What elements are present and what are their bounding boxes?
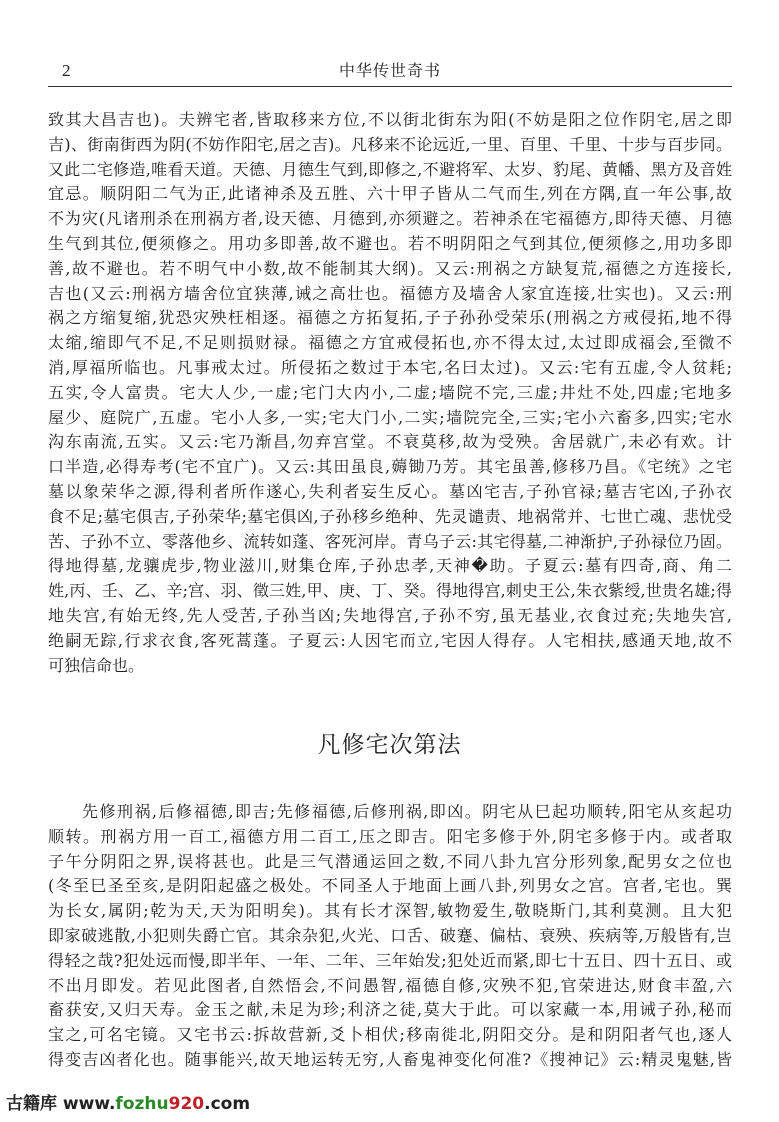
- text-line: 吉)、街南街西为阴(不妨作阳宅,居之吉)。凡移来不论远近,一里、百里、千里、十步与百步同。: [48, 134, 732, 154]
- text-line: 屋少、庭院广,五虚。宅小人多,一实;宅大门小,二实;墙院完全,三实;宅小六畜多,四实;宅水: [48, 407, 732, 427]
- text-line: 祸之方缩复缩,犹恐灾殃枉相逐。福德之方拓复拓,子子孙孙受荣乐(刑祸之方戒侵拓,地不得: [48, 308, 732, 328]
- text-line: 宝之,可名宅镜。又宅书云:拆故营新,爻卜相伏;移南徙北,阴阳交分。是和阴阳者气也,逐人: [48, 1025, 732, 1045]
- text-line: 地失宫,有始无终,先人受苦,子孙当凶;失地得宫,子孙不穷,虽无基业,衣食过充;失地失宫,: [48, 605, 732, 625]
- section-heading: 凡修宅次第法: [317, 732, 462, 758]
- text-line: 消,厚福所临也。凡事戒太过。所侵拓之数过于本宅,名曰太过)。又云:宅有五虚,令人贫耗;: [48, 357, 732, 377]
- text-line: 生气到其位,便须修之。用功多即善,故不避也。若不明阴阳之气到其位,便须修之,用功多即: [48, 233, 732, 253]
- url-green-part: fozhu: [115, 1094, 169, 1114]
- url-suffix: .com: [204, 1094, 251, 1114]
- body-text-section-2: [48, 800, 732, 1073]
- text-line: 得地得墓,龙骧虎步,物业滋川,财集仓库,子孙忠孝,天神�助。子夏云:墓有四奇,商、角二: [48, 556, 732, 576]
- url-red-part: 920: [168, 1094, 205, 1114]
- text-line: 子午分阴阳之界,误将甚也。此是三气潜通运回之数,不同八卦九宫分形列象,配男女之位也: [48, 851, 732, 871]
- page-number: 2: [62, 61, 71, 80]
- text-line: 可独信命也。: [48, 655, 145, 675]
- text-line: 善,故不避也。若不明气中小数,故不能制其大纲)。又云:刑祸之方缺复荒,福德之方连接长,: [48, 258, 732, 278]
- text-line: 畜获安,又归天寿。金玉之献,未足为珍;利济之徒,莫大于此。可以家藏一本,用诫子孙,秘而: [48, 1000, 732, 1020]
- text-line: 不出月即发。若见此图者,自然悟会,不问愚智,福德自修,灾殃不犯,官荣进达,财食丰盈,六: [48, 975, 732, 995]
- page-header: [48, 60, 732, 87]
- text-line: 致其大昌吉也)。夫辨宅者,皆取移来方位,不以街北街东为阳(不妨是阳之位作阴宅,居之即: [48, 110, 732, 129]
- text-line: 为长女,属阴;乾为天,天为阳明矣)。其有长才深智,敏物爱生,敬晓斯门,其利莫测。且大犯: [48, 901, 732, 921]
- watermark: [6, 1093, 250, 1115]
- url-prefix: www.: [62, 1094, 116, 1114]
- text-line: 先修刑祸,后修福德,即吉;先修福德,后修刑祸,即凶。阴宅从巳起功顺转,阳宅从亥起功: [82, 802, 732, 821]
- text-line: 食不足;墓宅俱吉,子孙荣华;墓宅俱凶,子孙移乡绝种、先灵谴责、地祸常并、七世亡魂、悲忧受: [48, 506, 732, 526]
- text-line: 顺转。刑祸方用一百工,福德方用二百工,压之即吉。阳宅多修于外,阴宅多修于内。或者取: [48, 826, 732, 846]
- text-line: 吉也(又云:刑祸方墙舍位宜狭薄,诫之高壮也。福德方及墙舍人家宜连接,壮实也)。又云:刑: [48, 283, 732, 303]
- text-line: 又此二宅修造,唯看天道。天德、月德生气到,即修之,不避将军、太岁、豹尾、黄幡、黑方及音姓: [48, 159, 732, 179]
- text-line: 绝嗣无踪,行求衣食,客死蒿蓬。子夏云:人因宅而立,宅因人得存。人宅相扶,感通天地,故不: [48, 630, 732, 650]
- text-line: 口半造,必得寿考(宅不宜广)。又云:其田虽良,薅锄乃芳。其宅虽善,修移乃昌。《宅统》之宅: [48, 457, 732, 477]
- text-line: 得轻之哉?犯处远而慢,即半年、一年、二年、三年始发;犯处近而紧,即七十五日、四十五日、或: [48, 950, 732, 970]
- text-line: 五实,令人富贵。宅大人少,一虚;宅门大内小,二虚;墙院不完,三虚;井灶不处,四虚;宅地多: [48, 382, 732, 402]
- text-line: 苦、子孙不立、零落他乡、流转如蓬、客死河岸。青乌子云:其宅得墓,二神渐护,子孙禄位乃固。: [48, 531, 732, 551]
- text-line: 得变吉凶者化也。随事能兴,故天地运转无穷,人畜鬼神变化何准?《搜神记》云:精灵鬼魅,皆: [48, 1049, 732, 1069]
- watermark-url: [63, 1094, 250, 1114]
- watermark-site-name: 古籍库: [6, 1094, 57, 1114]
- text-line: 太缩,缩即气不足,不足则损财禄。福德之方宜戒侵拓也,亦不得太过,太过即成福会,至微不: [48, 333, 732, 353]
- text-line: 墓以象荣华之源,得利者所作遂心,失利者妄生反心。墓凶宅吉,子孙官禄;墓吉宅凶,子孙衣: [48, 481, 732, 501]
- text-line: 不为灾(凡诸刑杀在刑祸方者,设天德、月德到,亦须避之。若神杀在宅福德方,即待天德、月德: [48, 209, 732, 229]
- text-line: 沟东南流,五实。又云:宅乃渐昌,勿弃宫堂。不衰莫移,故为受殃。舍居就广,未必有欢。计: [48, 432, 732, 452]
- running-title: 中华传世奇书: [338, 61, 441, 80]
- text-line: 即家破逃散,小犯则失爵亡官。其余杂犯,火光、口舌、破蹇、偏枯、衰殃、疾病等,万般皆有,岂: [48, 925, 732, 945]
- body-text-section-1: [48, 108, 732, 678]
- text-line: 宜忌。顺阴阳二气为正,此诸神杀及五胜、六十甲子皆从二气而生,列在方隅,直一年公事,故: [48, 184, 732, 204]
- text-line: 姓,丙、壬、乙、辛;宫、羽、徵三姓,甲、庚、丁、癸。得地得宫,刺史王公,朱衣紫绶,世贵名雄;得: [48, 581, 732, 601]
- text-line: (冬至巳圣至亥,是阴阳起盛之极处。不同圣人于地面上画八卦,列男女之宫。宫者,宅也。巽: [48, 876, 732, 896]
